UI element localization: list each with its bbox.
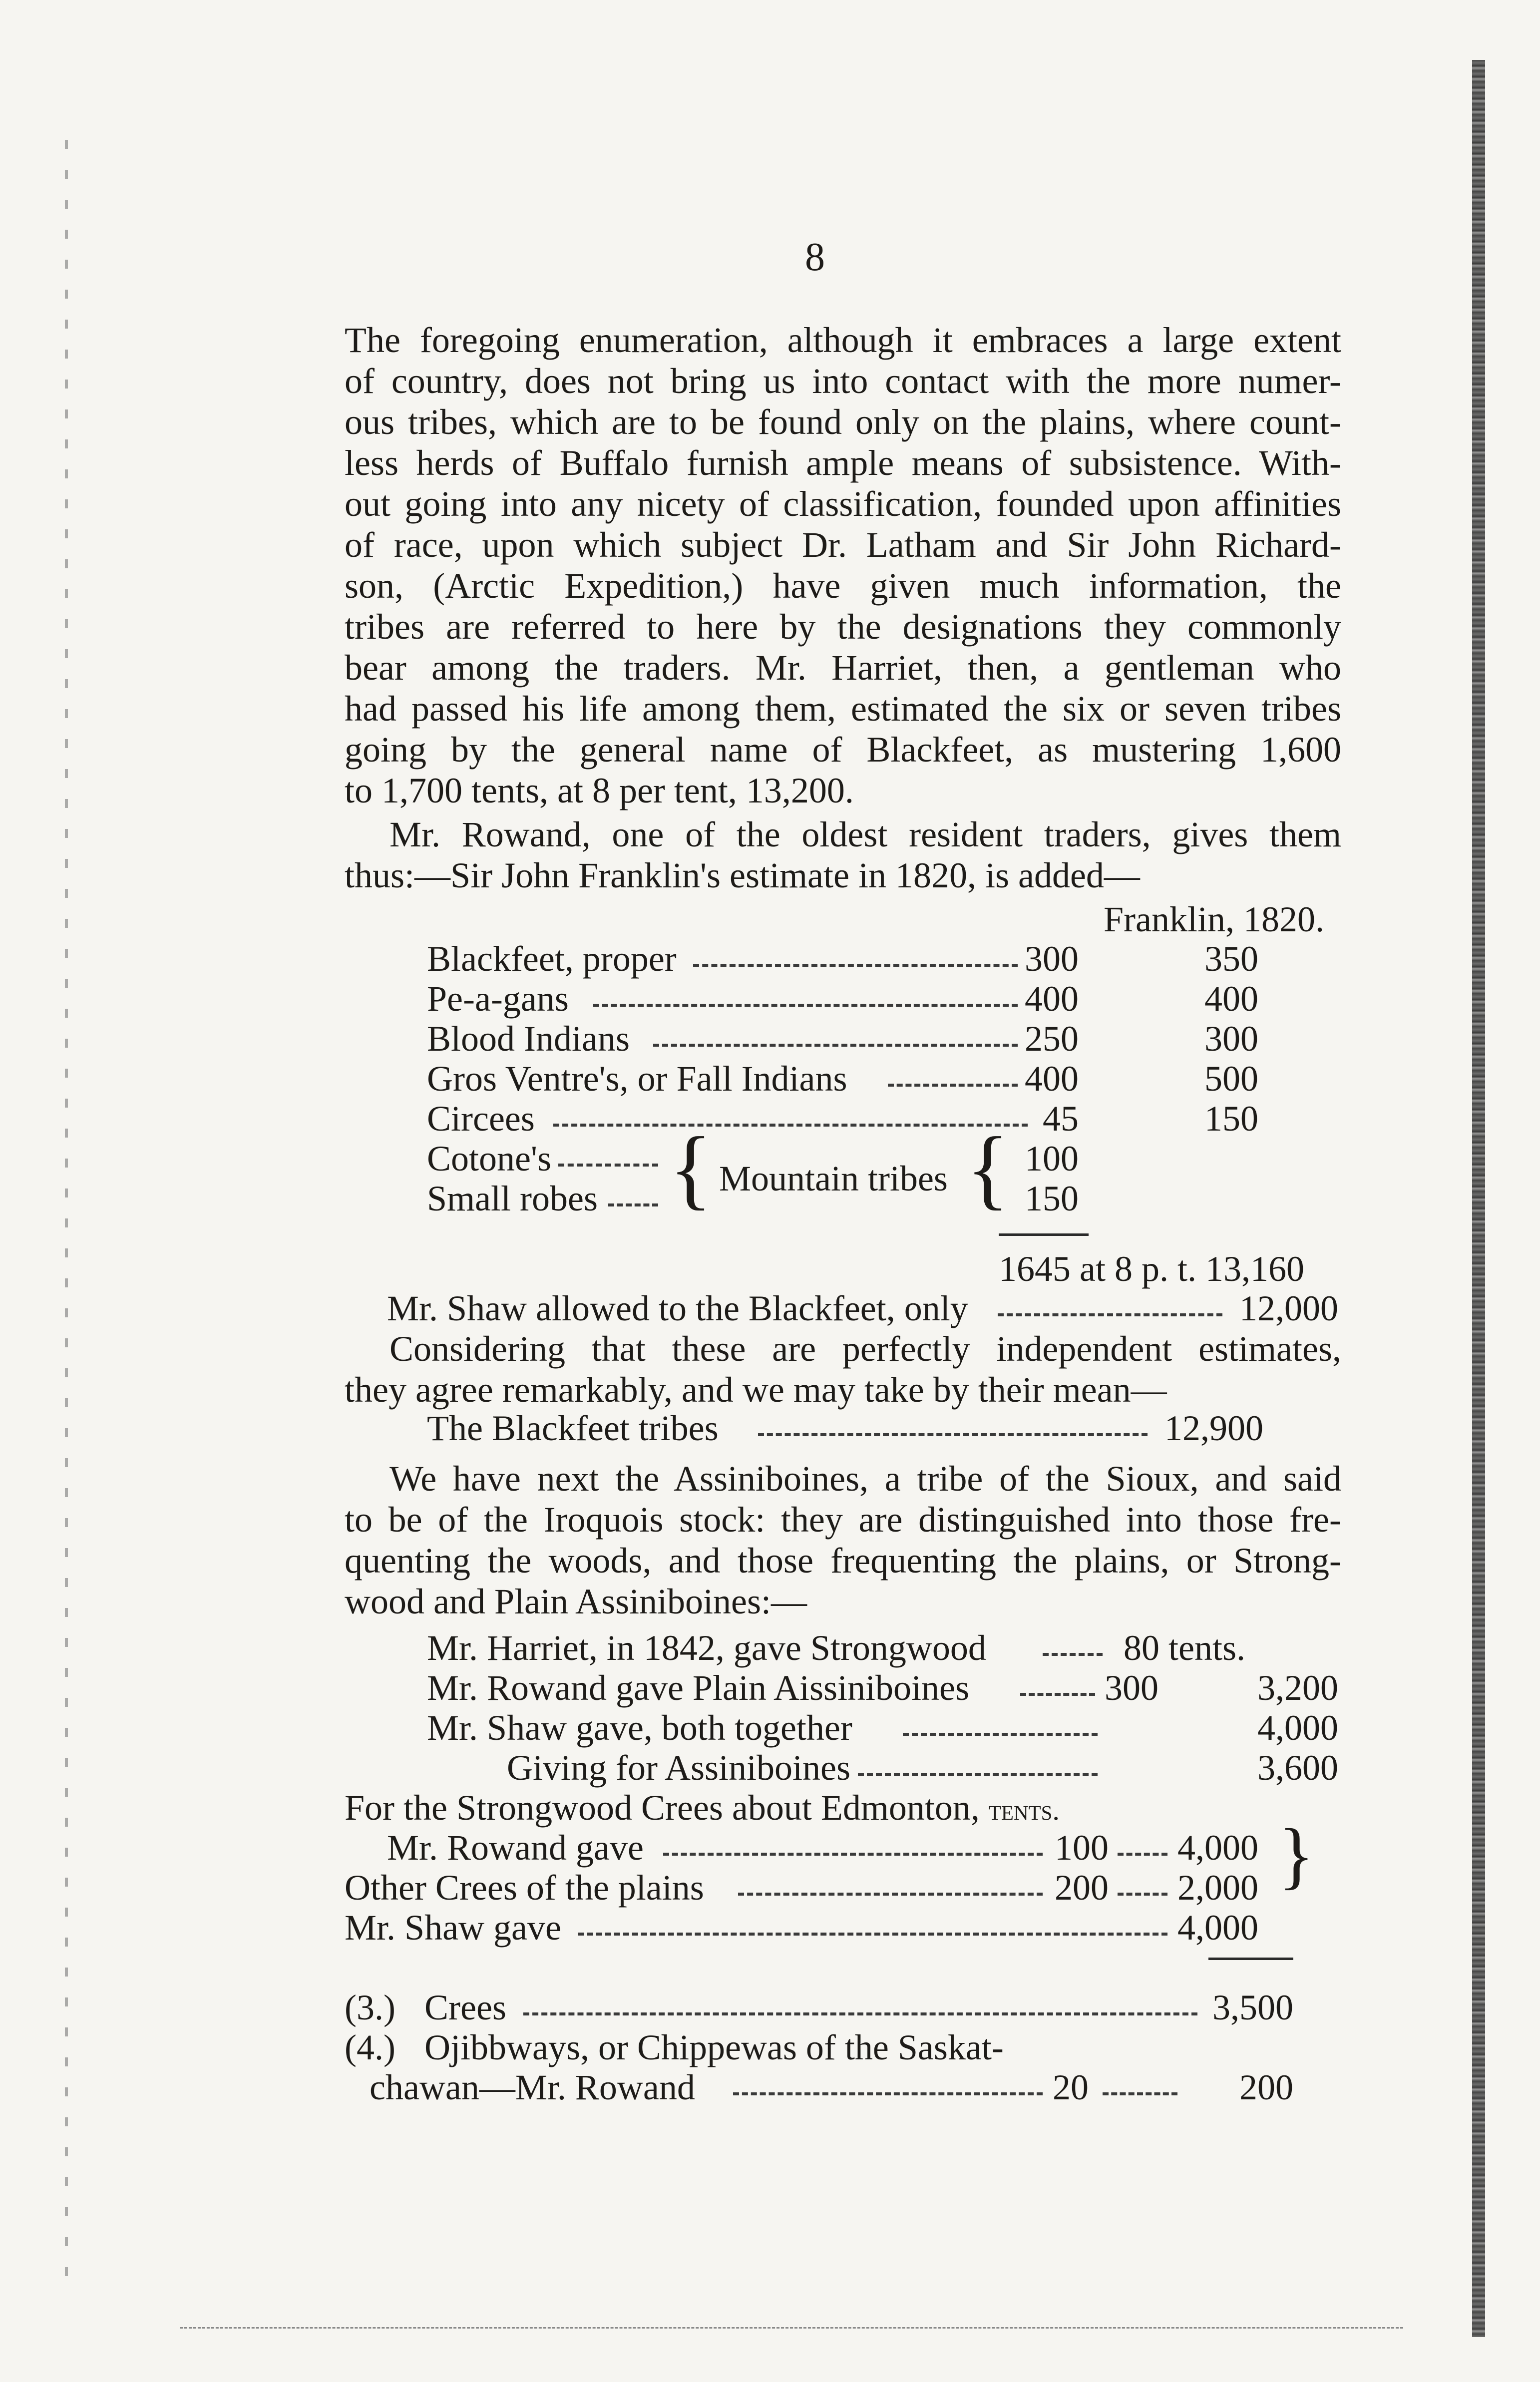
paragraph-line: son, (Arctic Expedition,) have given much information, the	[345, 566, 1341, 606]
dot-leader	[693, 964, 1018, 967]
dot-leader	[1118, 1893, 1167, 1896]
row-value: 300	[1025, 939, 1079, 979]
tents-label: tents.	[988, 1794, 1060, 1826]
row-franklin: 150	[1204, 1099, 1258, 1139]
paragraph-line: quenting the woods, and those frequenting the plains, or Strong-	[345, 1541, 1341, 1581]
row-label: Other Crees of the plains	[345, 1868, 704, 1908]
sum-rule	[999, 1233, 1089, 1236]
dot-leader	[553, 1124, 1028, 1127]
paragraph-line: The foregoing enumeration, although it embraces a large extent	[345, 320, 1341, 360]
row-value: 400	[1025, 979, 1079, 1019]
row-value: 4,000	[1177, 1908, 1258, 1948]
paragraph-line: Considering that these are perfectly independent estimates,	[389, 1329, 1341, 1369]
row-value: 45	[1043, 1099, 1079, 1139]
row-value: 200	[1239, 2067, 1293, 2107]
row-label: Mr. Rowand gave Plain Aissiniboines	[427, 1668, 969, 1708]
row-franklin: 300	[1204, 1019, 1258, 1059]
dot-leader	[558, 1164, 658, 1167]
paragraph-3	[345, 1328, 1341, 1410]
dot-leader	[733, 2092, 1043, 2095]
paragraph-line: of country, does not bring us into contact with the more numer-	[345, 361, 1341, 401]
dot-leader	[523, 2012, 1197, 2015]
dot-leader	[653, 1044, 1018, 1047]
blackfeet-mean-label: The Blackfeet tribes	[427, 1408, 719, 1448]
row-label: Crees	[424, 1987, 506, 2027]
page-edge-shadow	[1472, 60, 1485, 2337]
paragraph-line: We have next the Assiniboines, a tribe of the Sioux, and said	[389, 1459, 1341, 1499]
paragraph-line: bear among the traders. Mr. Harriet, then, a gentleman who	[345, 648, 1341, 688]
dot-leader	[998, 1313, 1222, 1316]
paragraph-line: to 1,700 tents, at 8 per tent, 13,200.	[345, 771, 854, 810]
row-label: Blackfeet, proper	[427, 939, 677, 979]
paragraph-line: Mr. Rowand, one of the oldest resident traders, gives them	[389, 814, 1341, 854]
row-value: 100	[1025, 1139, 1079, 1179]
dot-leader	[663, 1853, 1043, 1856]
row-value: 150	[1025, 1179, 1079, 1218]
row-value: 3,500	[1212, 1987, 1293, 2027]
dot-leader	[858, 1773, 1098, 1776]
dot-leader	[903, 1733, 1098, 1736]
paragraph-4	[345, 1458, 1341, 1622]
paragraph-2	[345, 814, 1341, 896]
row-value: 250	[1025, 1019, 1079, 1059]
paragraph-line: tribes are referred to here by the designations they commonly	[345, 607, 1341, 647]
dot-leader	[1043, 1653, 1103, 1656]
dot-leader	[578, 1933, 1167, 1936]
row-label: Circees	[427, 1099, 535, 1139]
bottom-edge-rule	[180, 2327, 1403, 2329]
dot-leader	[608, 1203, 658, 1206]
paragraph-line: ous tribes, which are to be found only on the plains, where count-	[345, 402, 1341, 442]
dot-leader	[593, 1004, 1018, 1007]
row-franklin: 400	[1204, 979, 1258, 1019]
row-number: (4.)	[345, 2027, 395, 2067]
row-label: Mr. Shaw gave	[345, 1908, 561, 1948]
row-value: 4,000	[1257, 1708, 1338, 1748]
paragraph-line: less herds of Buffalo furnish ample means of subsistence. With-	[345, 443, 1341, 483]
row-value: 4,000	[1177, 1828, 1258, 1868]
row-label: Mr. Shaw gave, both together	[427, 1708, 852, 1748]
table-total: 1645 at 8 p. t. 13,160	[999, 1249, 1304, 1289]
row-label: Ojibbways, or Chippewas of the Saskat-	[424, 2027, 1004, 2067]
dot-leader	[888, 1084, 1018, 1087]
row-label: chawan—Mr. Rowand	[370, 2067, 695, 2107]
dot-leader	[1020, 1693, 1095, 1696]
paragraph-line: to be of the Iroquois stock: they are distinguished into those fre-	[345, 1500, 1341, 1540]
row-label: Small robes	[427, 1179, 598, 1218]
paragraph-line: they agree remarkably, and we may take by their mean—	[345, 1370, 1167, 1410]
row-value: 400	[1025, 1059, 1079, 1099]
brace-right: {	[1278, 1814, 1314, 1897]
brace-left: {	[669, 1119, 713, 1218]
row-label: Mr. Rowand gave	[387, 1828, 644, 1868]
shaw-value: 12,000	[1239, 1288, 1338, 1328]
page-number: 8	[805, 235, 825, 279]
row-label: Giving for Assiniboines	[507, 1748, 851, 1788]
row-tents: 200	[1055, 1868, 1109, 1908]
dot-leader	[1118, 1853, 1167, 1856]
paragraph-line: out going into any nicety of classification, founded upon affinities	[345, 484, 1341, 524]
row-value: 3,200	[1257, 1668, 1338, 1708]
dot-leader	[738, 1893, 1043, 1896]
row-label: Gros Ventre's, or Fall Indians	[427, 1059, 847, 1099]
paragraph-line: thus:—Sir John Franklin's estimate in 1820, is added—	[345, 855, 1140, 895]
row-label: Blood Indians	[427, 1019, 630, 1059]
paragraph-line: going by the general name of Blackfeet, as mustering 1,600	[345, 730, 1341, 770]
paragraph-line: had passed his life among them, estimated the six or seven tribes	[345, 689, 1341, 729]
row-franklin: 500	[1204, 1059, 1258, 1099]
paragraph-line: of race, upon which subject Dr. Latham and Sir John Richard-	[345, 525, 1341, 565]
blackfeet-mean-value: 12,900	[1164, 1408, 1263, 1448]
sum-rule	[1208, 1958, 1293, 1960]
row-label: Pe-a-gans	[427, 979, 569, 1019]
row-franklin: 350	[1204, 939, 1258, 979]
paragraph-1	[345, 320, 1341, 811]
row-tents: 80 tents.	[1124, 1628, 1245, 1668]
shaw-label: Mr. Shaw allowed to the Blackfeet, only	[387, 1288, 968, 1328]
row-label: Cotone's	[427, 1139, 551, 1179]
crees-heading	[345, 1788, 1060, 1830]
row-tents: 20	[1053, 2067, 1089, 2107]
row-value: 3,600	[1257, 1748, 1338, 1788]
row-number: (3.)	[345, 1987, 395, 2027]
row-label: Mr. Harriet, in 1842, gave Strongwood	[427, 1628, 986, 1668]
paragraph-line: wood and Plain Assiniboines:—	[345, 1582, 807, 1621]
franklin-header: Franklin, 1820.	[1104, 899, 1324, 939]
row-value: 2,000	[1177, 1868, 1258, 1908]
row-tents: 300	[1105, 1668, 1158, 1708]
brace-right: {	[966, 1119, 1010, 1218]
dot-leader	[758, 1433, 1148, 1436]
mountain-tribes-label: Mountain tribes	[719, 1159, 948, 1198]
crees-heading-text: For the Strongwood Crees about Edmonton,	[345, 1788, 980, 1828]
row-tents: 100	[1055, 1828, 1109, 1868]
dot-leader	[1103, 2092, 1177, 2095]
page-edge-left	[65, 140, 68, 2287]
